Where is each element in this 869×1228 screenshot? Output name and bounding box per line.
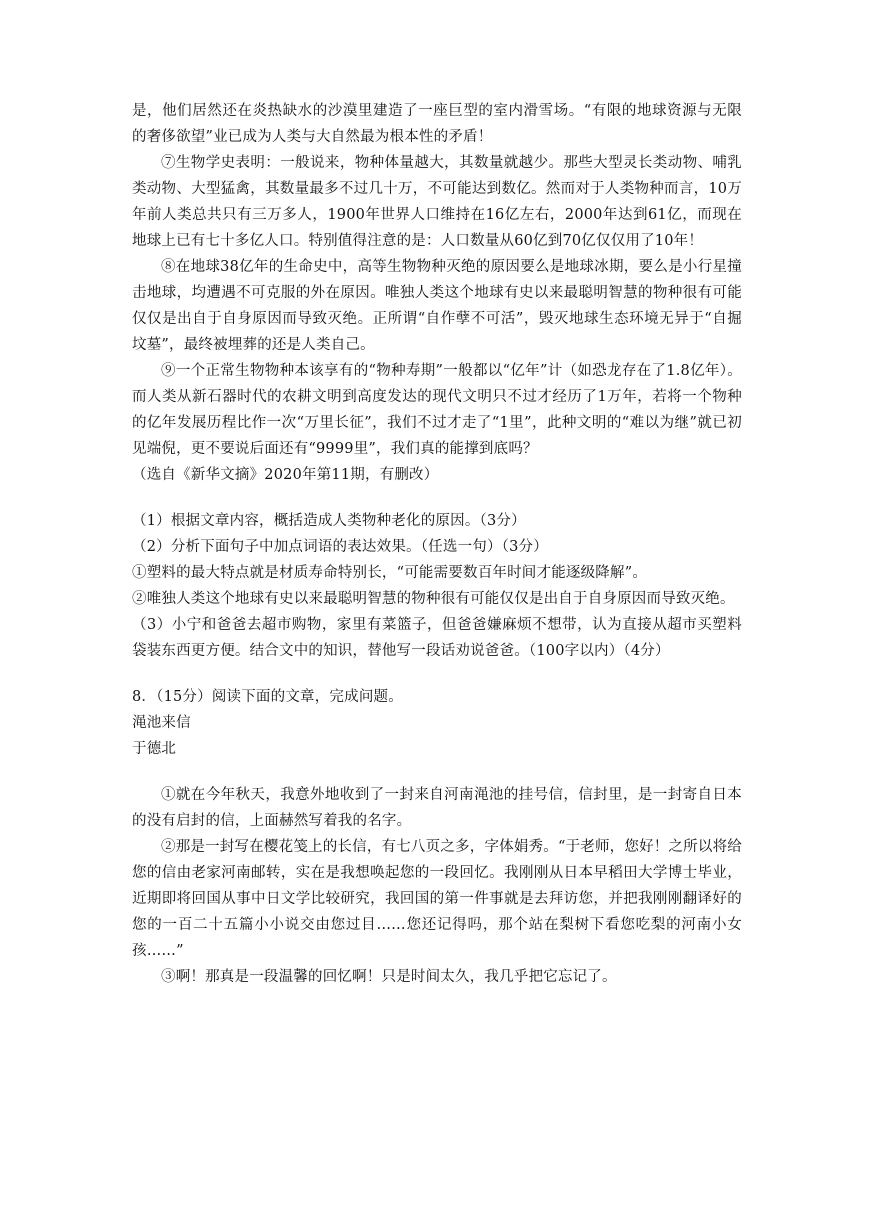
article-paragraph-9: ⑨一个正常生物物种本该享有的“物种寿期”一般都以“亿年”计（如恐龙存在了1.8亿年）。而人类从新石器时代的农耕文明到高度发达的现代文明只不过才经历了1万年，若将一个物种的亿年发展历程比作一次“万里长征”，我们不过才走了“1里”，此种文明的“难以为继”就已初见端倪，更不要说后面还有“9999里”，我们真的能撑到底吗？ [132, 363, 742, 457]
story-paragraph-3: ③啊！那真是一段温馨的回忆啊！只是时间太久，我几乎把它忘记了。 [161, 969, 617, 985]
section-8-heading: 8．（15分）阅读下面的文章，完成问题。 [132, 689, 403, 705]
story-paragraph-1: ①就在今年秋天，我意外地收到了一封来自河南渑池的挂号信，信封里，是一封寄自日本的没有启封的信，上面赫然写着我的名字。 [132, 787, 742, 829]
spacer [132, 762, 742, 782]
document-content [132, 98, 742, 990]
story-paragraph-2: ②那是一封写在樱花笺上的长信，有七八页之多，字体娟秀。“于老师，您好！之所以将给您的信由老家河南邮转，实在是我想唤起您的一段回忆。我刚刚从日本早稻田大学博士毕业，近期即将回国从事中日文学比较研究，我回国的第一件事就是去拜访您，并把我刚刚翻译好的您的一百二十五篇小小说交由您过目……您还记得吗，那个站在梨树下看您吃梨的河南小女孩……” [132, 839, 742, 959]
article-source: （选自《新华文摘》2020年第11期，有删改） [132, 467, 439, 483]
question-3: （3）小宁和爸爸去超市购物，家里有菜篮子，但爸爸嫌麻烦不想带，认为直接从超市买塑料袋装东西更方便。结合文中的知识，替他写一段话劝说爸爸。（100字以内）（4分） [132, 617, 742, 659]
story-title: 渑池来信 [132, 715, 191, 731]
article-paragraph-6-continued: 是，他们居然还在炎热缺水的沙漠里建造了一座巨型的室内滑雪场。“有限的地球资源与无限的奢侈欲望”业已成为人类与大自然最为根本性的矛盾！ [132, 103, 742, 145]
spacer [132, 664, 742, 684]
question-2-option-a: ①塑料的最大特点就是材质寿命特别长，“可能需要数百年时间才能逐级降解”。 [132, 565, 648, 581]
question-2: （2）分析下面句子中加点词语的表达效果。（任选一句）（3分） [132, 539, 548, 555]
spacer [132, 488, 742, 508]
question-2-option-b: ②唯独人类这个地球有史以来最聪明智慧的物种很有可能仅仅是出自于自身原因而导致灭绝。 [132, 591, 735, 607]
article-paragraph-7: ⑦生物学史表明：一般说来，物种体量越大，其数量就越少。那些大型灵长类动物、哺乳类动物、大型猛禽，其数量最多不过几十万，不可能达到数亿。然而对于人类物种而言，10万年前人类总共只有三万多人，1900年世界人口维持在16亿左右，2000年达到61亿，而现在地球上已有七十多亿人口。特别值得注意的是：人口数量从60亿到70亿仅仅用了10年！ [132, 155, 742, 249]
article-paragraph-8: ⑧在地球38亿年的生命史中，高等生物物种灭绝的原因要么是地球冰期，要么是小行星撞击地球，均遭遇不可克服的外在原因。唯独人类这个地球有史以来最聪明智慧的物种很有可能仅仅是出自于自身原因而导致灭绝。正所谓“自作孽不可活”，毁灭地球生态环境无异于“自掘坟墓”，最终被埋葬的还是人类自己。 [132, 259, 742, 353]
story-author: 于德北 [132, 741, 177, 757]
question-1: （1）根据文章内容，概括造成人类物种老化的原因。（3分） [132, 513, 526, 529]
